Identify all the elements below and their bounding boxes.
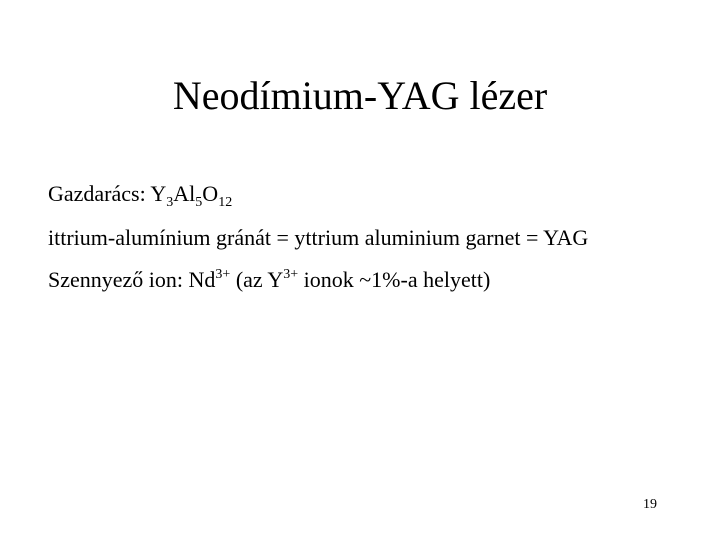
slide-title: Neodímium-YAG lézer bbox=[172, 73, 548, 118]
dopant-line bbox=[48, 266, 490, 294]
replaced-ion-charge: 3+ bbox=[283, 267, 299, 282]
host-lattice-line bbox=[48, 180, 232, 208]
formula-element-aluminium: Al bbox=[173, 181, 196, 206]
page-number: 19 bbox=[643, 497, 657, 512]
dopant-ion-charge: 3+ bbox=[215, 267, 231, 282]
dopant-ion bbox=[189, 267, 231, 292]
host-lattice-formula bbox=[150, 181, 233, 210]
dopant-rest: ionok ~1%-a helyett) bbox=[303, 267, 491, 292]
yag-definition-line: ittrium-alumínium gránát = yttrium aluminium garnet = YAG bbox=[48, 225, 589, 250]
dopant-ion-symbol: Nd bbox=[188, 267, 216, 292]
dopant-paren-open: (az bbox=[235, 267, 263, 292]
formula-subscript-aluminium: 5 bbox=[195, 195, 203, 210]
replaced-ion-symbol: Y bbox=[267, 267, 284, 292]
formula-subscript-oxygen: 12 bbox=[218, 195, 233, 210]
formula-subscript-yttrium: 3 bbox=[166, 195, 174, 210]
formula-element-yttrium: Y bbox=[150, 181, 167, 206]
replaced-ion bbox=[267, 267, 298, 292]
dopant-label: Szennyező ion: bbox=[48, 267, 184, 292]
host-lattice-label: Gazdarács: bbox=[48, 181, 146, 206]
formula-element-oxygen: O bbox=[202, 181, 219, 206]
